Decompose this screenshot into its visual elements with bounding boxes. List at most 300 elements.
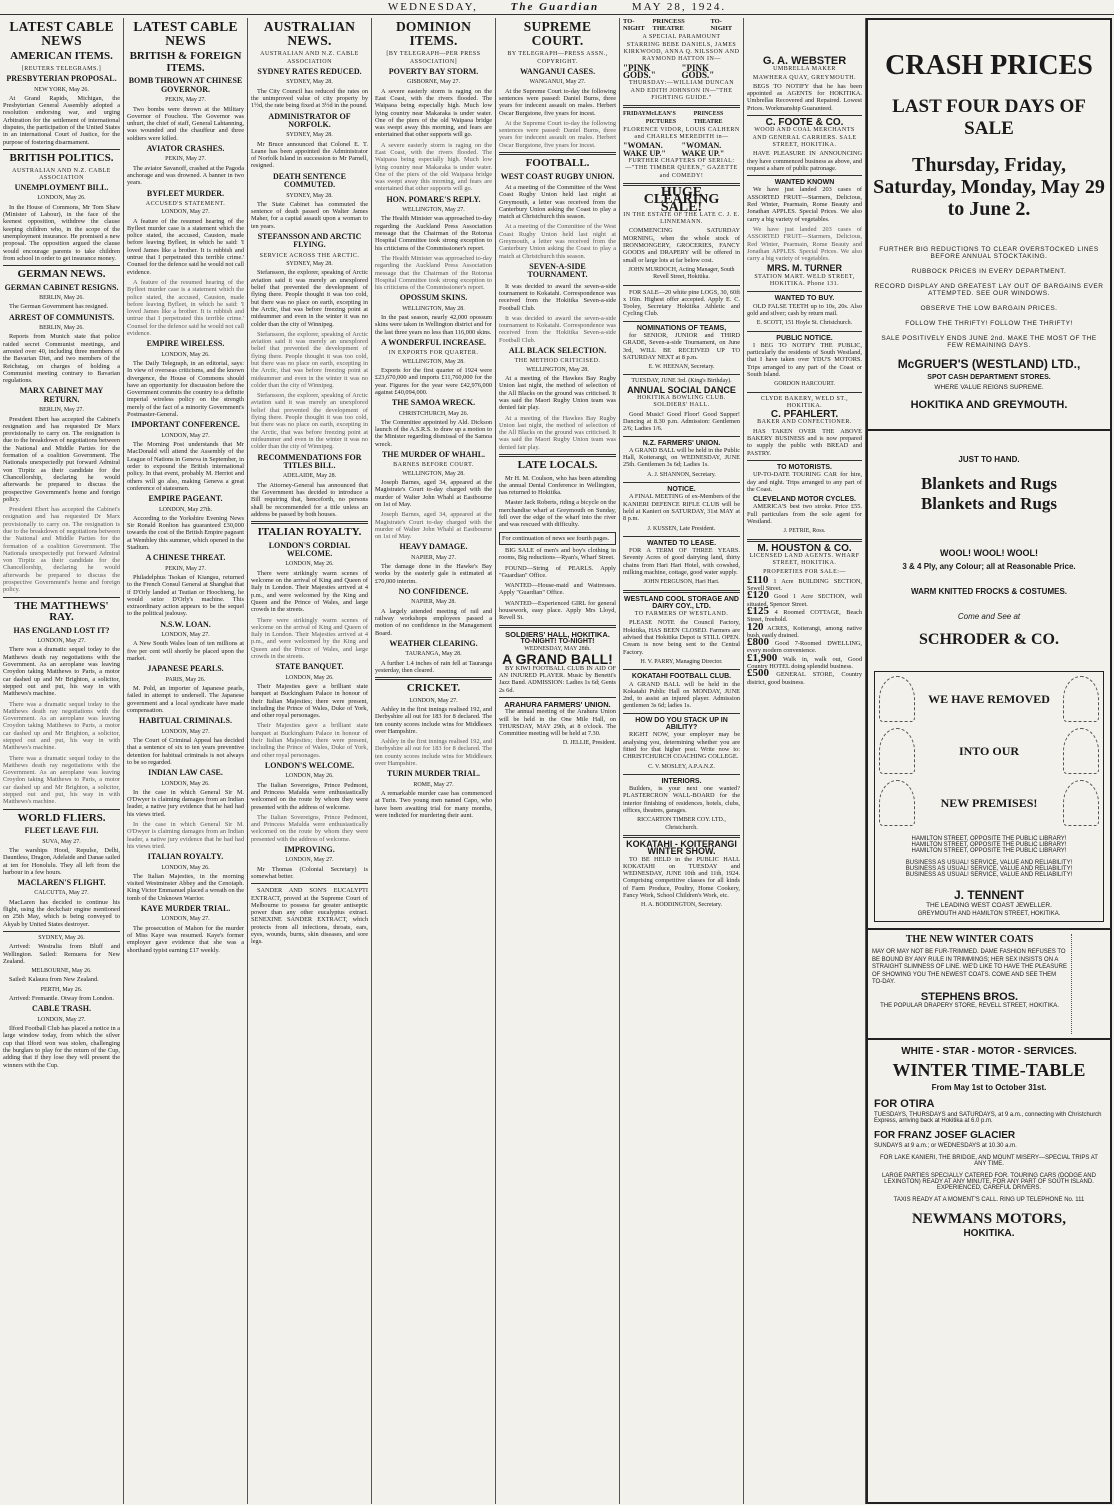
dateline: SYDNEY, May 28.: [286, 79, 333, 86]
film-title: "PINK GODS.": [623, 62, 656, 81]
ad-line: TO FARMERS OF WESTLAND.: [634, 611, 729, 618]
divider: [747, 460, 862, 461]
classified: FOR SALE—20 white pine LOGS, 30, 60ft x 16in. Highest offer accepted. Apply E. C. Tooley, Secretary Hokitika Athletic and Cycling Club.: [623, 288, 740, 318]
advert-body: TUESDAYS, THURSDAYS and SATURDAYS, at 9 a.m., connecting with Christchurch Express, arriving back at Hokitika at 6.0 p.m.: [874, 1112, 1102, 1124]
divider: [747, 291, 862, 292]
dateline: LONDON, May 27.: [37, 638, 86, 645]
story-title: HABITUAL CRIMINALS.: [139, 716, 232, 726]
divider: [3, 931, 120, 932]
film-title: "WOMAN. WAKE UP.": [623, 141, 666, 158]
section-head: AMERICAN ITEMS.: [10, 50, 113, 63]
film-titles: [623, 62, 740, 81]
divider: [623, 285, 740, 286]
masthead-date: MAY 28, 1924.: [631, 1, 727, 13]
ad-line: BUSINESS AS USUAL! SERVICE, VALUE AND RELIABILITY!: [905, 872, 1073, 878]
advert-headline: WE HAVE REMOVED: [928, 691, 1050, 706]
stephens-ad: [868, 928, 1110, 1038]
advert-body: SUNDAYS at 9 a.m.; or WEDNESDAYS at 10.30 a.m.: [874, 1143, 1017, 1149]
ad-line: BAKER AND CONFECTIONER.: [757, 419, 852, 426]
advert-body: We have just landed 203 cases of ASSORTED FRUIT—Starmers, Delicious, Red Winter, Pearmain, Rome Beauty and Jonathan APPLES. Special Prices. We also carry a big variety of vegetables.: [747, 186, 862, 223]
film-title: "PINK GODS.": [681, 62, 715, 81]
story-body: Philadelphus Tsokan of Kiangsu, returned to the French Consul General at Shanghai that if D'Orly landed at Tsutian or Hoochieng, he would seize D'Orly's machine. This extraordinary action appears to be the sequel to the political jealousy.: [127, 574, 244, 618]
dateline: SUVA, May 27.: [42, 838, 81, 845]
kiosk-row: [879, 676, 1099, 722]
story-body: There was a dramatic sequel today to the Matthews death ray negotiations with the Government. As an aeroplane was leaving Croydon taking Matthews to Paris, a motor car dashed up and Mr Brighton, a solicitor, stepped out and put, his way in with Matthews's machine.: [3, 700, 120, 752]
section-head: ITALIAN ROYALTY.: [257, 526, 362, 539]
story-body: The Committee appointed by Ald. Dickson launch of the A.S.R.S. to draw up a motion to the Minister regarding dismissal of the Samoa wreck.: [375, 418, 492, 448]
story-body: Stefansson, the explorer, speaking of Arctic aviation said it was merely an unexplored belief that prevented the development of flying there. People thought it was too cold, but there was no place on earth, excepting in the Arctic, that was before freezing point at midsummer and even in the winter it was no colder than the city of Winnipeg.: [251, 392, 368, 451]
ad-line: FURTHER CHAPTERS OF SERIAL:—"THE TIMBER QUEEN," GAZETTE and COMEDY!: [625, 158, 738, 179]
advert-headline: NEW PREMISES!: [940, 795, 1038, 810]
story-body: The Health Minister was approached to-day regarding the Auckland Press Association message that the Chairman of the Rotorua Hospital Committee took strong exception to his criticisms of the Commissioner's report.: [375, 254, 492, 292]
advert-body: OLD FALSE TEETH up to 10s, 20s. Also gold and silver; cash by return mail.: [747, 302, 862, 317]
divider: [623, 321, 740, 322]
advert-body: FOR A TERM OF THREE YEARS. Seventy Acres of good dairying land, thirty chains from Hari Hari Hotel, with cowshed, milking machine, cottage, good water supply.: [623, 547, 740, 576]
advert-headline: A GRAND BALL!: [502, 650, 613, 667]
signature: GORDON HARCOURT.: [774, 381, 835, 388]
signature: E. W. HEENAN, Secretary.: [648, 364, 715, 371]
dateline: LONDON, May 26.: [161, 864, 210, 871]
story-body: The German Government has resigned.: [9, 303, 109, 311]
story-body: According to the Yorkshire Evening News Sir Ronald Ronlton has guaranteed £30,000 towards the cost of the British Empire pageant at Wembley this summer, which opened in the Stadium.: [127, 514, 244, 552]
ad-line: FOR OTIRA: [874, 1098, 935, 1110]
signature: E. SCOTT, 151 Hoyle St. Christchurch.: [756, 320, 853, 327]
dateline: LONDON, May 26.: [285, 773, 334, 780]
dateline: LONDON, May 27.: [161, 632, 210, 639]
advert-headline: G. A. WEBSTER: [762, 55, 847, 67]
source-line: [REUTERS TELEGRAMS.]: [21, 65, 102, 72]
ad-line: WARM KNITTED FROCKS & COSTUMES.: [911, 587, 1067, 596]
story-body: In the past season, nearly 42,000 opossum skins were taken in Wellington district and for the last three years no less than 116,000 skins.: [375, 314, 492, 336]
kiosk-illustration: [1063, 728, 1099, 774]
advert-body: UP-TO-DATE TOURING CAR for hire, day and night. Trips arranged to any part of the Coast.: [747, 471, 862, 493]
story-body: A New South Wales loan of ten millions at five per cent will shortly be placed upon the market.: [127, 640, 244, 663]
divider: [747, 392, 862, 393]
advert-title: NOTICE.: [667, 486, 696, 494]
story-body: Mr H. M. Coulson, who has been attending the annual Dental Conference in Wellington, has returned to Hokitika.: [499, 474, 616, 497]
story-title: NO CONFIDENCE.: [398, 587, 469, 596]
advert-title: TO MOTORISTS.: [777, 463, 832, 471]
dateline: NAPIER, May 27.: [411, 554, 456, 561]
headline: LATEST CABLE NEWS: [9, 19, 114, 49]
classified: FOUND—String of PEARLS. Apply "Guardian" Office.: [499, 564, 616, 579]
ad-line: HOKITIKA AND GREYMOUTH.: [910, 399, 1068, 411]
story-title: HAS ENGLAND LOST IT?: [13, 625, 110, 635]
story-subtitle: IN EXPORTS FOR QUARTER.: [388, 350, 479, 357]
ad-line: STARRING BEBE DANIELS, JAMES KIRKWOOD, ANNA Q. NILSSON AND RAYMOND HATTON IN—: [623, 41, 740, 63]
property-desc: 4 Roomed COTTAGE, Beach Street, freehold.: [747, 609, 862, 624]
ad-line: SALE POSITIVELY ENDS JUNE 2nd. MAKE THE MOST OF THE FEW REMAINING DAYS.: [881, 335, 1097, 349]
newmans-ad: [868, 1038, 1110, 1239]
story-title: HON. POMARE'S REPLY.: [386, 194, 481, 204]
divider: [499, 697, 616, 698]
story-body: Ilford Football Club has placed a notice in a large window today, from which the silver cup that Ilford won was stolen, challenging the burglars to play for the return of the Cup, adding that if they lose they will present the winners with the Cup.: [3, 1025, 120, 1069]
lady-illustration: [1071, 934, 1106, 1034]
dateline: LONDON, May 27.: [409, 697, 458, 704]
ad-line: THE LEADING WEST COAST JEWELLER.: [926, 902, 1052, 909]
advert-body: BEGS TO NOTIFY that he has been appointed as AGENTS for HOKITIKA. Umbrellas Recovered and Repaired. Lowest Prices. Workmanship Guaranteed.: [747, 82, 862, 112]
dateline: PERTH, May 26.: [40, 986, 83, 993]
kiosk-illustration: [1063, 780, 1099, 826]
headline: AUSTRALIAN NEWS.: [263, 19, 356, 49]
story-title: AVIATOR CRASHES.: [146, 144, 225, 153]
story-subtitle: ACCUSED'S STATEMENT.: [145, 200, 226, 207]
story-body: The Italian Majesties, in the morning visited Westminster Abbey and the Cenotaph. King Victor Emmanuel placed a wreath on the tomb of the Unknown Warrior.: [127, 872, 244, 902]
coats-text: [872, 934, 1067, 1034]
ad-line: UMBRELLA MAKER: [773, 66, 836, 73]
kiosk-row: [879, 780, 1099, 826]
dateline: LONDON, May 27.: [37, 1016, 86, 1023]
divider: [251, 521, 368, 524]
ad-line: GREYMOUTH AND HAMILTON STREET, HOKITIKA.: [917, 911, 1061, 917]
section-head: CRICKET.: [406, 682, 461, 695]
advert-headline: INTO OUR: [958, 743, 1020, 758]
ad-line: HAMILTON STREET, OPPOSITE THE PUBLIC LIBRARY!: [911, 848, 1067, 854]
advert-title: ARAHURA FARMERS' UNION.: [504, 699, 611, 709]
property-desc: ACRES, Koiterangi, among native bush, easily drained.: [747, 624, 862, 639]
ad-line: OBSERVE THE LOW BARGAIN PRICES.: [920, 305, 1058, 312]
section-head: FOOTBALL.: [525, 157, 590, 169]
story-body: There was a dramatic sequel today to the Matthews death ray negotiations with the Government. As an aeroplane was leaving Croydon taking Matthews to Paris, a motor car dashed up and Mr Brighton, a solicitor, stepped out and put, his way in with Matthews's machine.: [3, 646, 120, 698]
dateline: LONDON, May 26.: [161, 780, 210, 787]
ad-line: IN THE ESTATE OF THE LATE C. J. E. LINNEMANN.: [623, 211, 740, 226]
masthead: [0, 0, 1114, 15]
story-body: There was a dramatic sequel today to the Matthews death ray negotiations with the Government. As an aeroplane was leaving Croydon taking Matthews to Paris, a motor car dashed up and Mr Brighton, a solicitor, stepped out and put, his way in with Matthews's machine.: [3, 754, 120, 806]
ad-line: HOKITIKA.: [963, 1228, 1015, 1239]
story-title: KAYE MURDER TRIAL.: [140, 904, 231, 914]
masthead-day: WEDNESDAY,: [387, 1, 478, 13]
classified: WANTED—House-maid and Waitresses. Apply "Guardian" Office.: [499, 582, 616, 597]
dateline: CHRISTCHURCH, May 26.: [398, 410, 469, 417]
story-title: UNEMPLOYMENT BILL.: [14, 183, 109, 193]
advert-headline: M. HOUSTON & CO.: [757, 542, 852, 554]
story-body: The City Council has reduced the rates on the unimproved value of city property by 1½d, the rate being fixed at 3½d in the pound.: [251, 87, 368, 110]
advert-headline: WHITE - STAR - MOTOR - SERVICES.: [901, 1046, 1077, 1057]
story-body: The State Cabinet has commuted the sentence of death passed on Walter James Maher, for a capital assault upon a woman to ten years.: [251, 200, 368, 230]
advert-body: The annual meeting of the Arahura Union will be held in the One Mile Hall, on THURSDAY, MAY 29th, at 8 o'clock. The Committee meeting will be held at 7.30.: [499, 708, 616, 738]
story-body: The warships Hood, Repulse, Delhi, Dauntless, Dragon, Adelaide and Danae sailed at ten for Honolulu. They all left from the harbour in a few hours.: [3, 846, 120, 876]
story-body: Arrived: Westralia from Bluff and Wellington. Sailed: Remuera for New Zealand.: [3, 943, 120, 965]
story-title: A CHINESE THREAT.: [145, 553, 226, 563]
property-item: [747, 605, 862, 624]
dateline: MELBOURNE, May 26.: [31, 968, 92, 975]
ad-line: FLORENCE VIDOR, LOUIS CALHERN and CHARLES MEREDITH in—: [623, 126, 740, 141]
story-body: The Daily Telegraph, in an editorial, says: In view of overseas criticisms, and the known divergence, the House of Commons should have an opportunity for discussion before the Government commits the country to a definite imperial wireless policy on the strength merely of the fact of a minority Government's Postmaster-General.: [127, 360, 244, 419]
story-title: MARX CABINET MAY RETURN.: [19, 386, 104, 404]
advert-body: for SENIOR, JUNIOR and THIRD GRADE, Seven-a-side Tournament, on June 3rd, WILL BE RECEIVED UP TO SATURDAY NEXT at 8 p.m.: [623, 331, 740, 361]
story-body: Ashley in the first innings realised 192, and Derbyshire all out for 183 for 8 declared. The ten county scores include wins for Middlesex over Hampshire.: [375, 738, 492, 768]
advert-column: [866, 18, 1112, 1504]
section-head: THE MATTHEWS' RAY.: [14, 599, 109, 624]
story-body: Their Majesties gave a brilliant state banquet at Buckingham Palace in honour of their Italian Majesties; there were present, including the Prince of Wales, Duke of York, and other royal personages.: [251, 722, 368, 759]
story-title: ALL BLACK SELECTION.: [508, 346, 607, 356]
story-body: Stefansson, the explorer, speaking of Arctic aviation said it was merely an unexplored belief that prevented the development of flying there. People thought it was too cold, but there was no place on earth, excepting in the Arctic, that was before freezing point at midsummer and even in the winter it was no colder than the city of Winnipeg.: [251, 269, 368, 328]
story-body: The Attorney-General has announced that the Government has decided to introduce a Bill requiring that, henceforth, no persons shall be recommended for a title unless an address be passed by both houses.: [251, 481, 368, 518]
film-titles: [623, 142, 740, 157]
story-body: It was decided to award the seven-a-side tournament to Kokatahi. Correspondence was received from the Hokitika Seven-a-side Football Club.: [499, 314, 616, 344]
divider: [3, 597, 120, 598]
story-title: TURIN MURDER TRIAL.: [387, 769, 480, 779]
advert-body: COMMENCING SATURDAY MORNING, when the whole stock of IRONMONGERY, GROCERIES, FANCY GOODS and DRAPERY will be offered in small or large lots at far below cost.: [623, 227, 740, 264]
schroder-ad: [868, 429, 1110, 665]
story-body: Two bombs were thrown at the Military Governor of Fouchou. The Governor was unhurt, the chief of staff, General Lahtanning, was wounded and the chauffeur and three soldiers were killed.: [127, 105, 244, 142]
story-body: The aviator Savanoff, crashed at the Pagoda anchorage and was drowned. A banner in two years.: [127, 164, 244, 187]
story-subtitle: BARNES BEFORE COURT.: [393, 462, 474, 469]
advert-body: MAY OR MAY NOT BE FUR-TRIMMED. DAME FASHION REFUSES TO BE BOUND BY ANY RULE IN TRIMMINGS; HER SEX INSISTS ON A STRAIGHT SLIMNESS OF LINE. WE'D LIKE TO HAVE THE PLEASURE OF SHOWING YOU THE NEWEST COATS. COME AND SEE THEM TO-DAY.: [872, 949, 1067, 985]
dateline: PARIS, May 26.: [165, 676, 206, 683]
story-body: It was decided to award the seven-a-side tournament to Kokatahi. Correspondence was received from the Hokitika Seven-a-side Football Club.: [499, 282, 616, 312]
story-body: Ashley in the first innings realised 192, and Derbyshire all out for 183 for 8 declared. The ten county scores include wins for Middlesex over Hampshire.: [375, 706, 492, 735]
story-body: There were strikingly warm scenes of welcome on the arrival of King and Queen of Italy in London. Their Majesties arrived at 4 p.m., and were welcomed by the King and Queen and the Prince of Wales, and large crowds in the streets.: [251, 616, 368, 660]
section-head: BRITISH POLITICS.: [9, 151, 114, 164]
dateline: LONDON, May 26.: [285, 561, 334, 568]
divider: [499, 152, 616, 155]
signature: JOHN FERGUSON, Hari Hari.: [643, 579, 720, 586]
dateline: LONDON, May 27.: [161, 432, 210, 439]
ad-line: THURSDAY:—WILLIAM DUNCAN AND EDITH JOHNSON IN—"THE FIGHTING GUIDE.": [628, 80, 735, 101]
source-line: [BY TELEGRAPH—PER PRESS ASSOCIATION]: [386, 51, 481, 65]
story-body: At a meeting of the Committee of the West Coast Rugby Union held last night at Greymouth, a letter was received from the Canterbury Union asking the Coast to play a match at Christchurch this season.: [499, 183, 616, 221]
divider: [3, 149, 120, 150]
ad-line: FOLLOW THE THRIFTY! FOLLOW THE THRIFTY!: [905, 320, 1073, 327]
advert-body: We have just landed 203 cases of ASSORTED FRUIT—Starmers, Delicious, Red Winter, Pearmain, Rome Beauty and Jonathan APPLES. Special Prices. We also carry a big variety of vegetables.: [747, 225, 862, 263]
story-title: BYFLEET MURDER.: [146, 188, 225, 198]
divider: [747, 331, 862, 332]
divider: [623, 436, 740, 437]
dateline: TUESDAY, JUNE 3rd. (King's Birthday).: [631, 378, 732, 385]
story-body: A severe easterly storm is raging on the East Coast, with the rivers flooded. The Waipaoa being especially high. Much low lying country near Makaraka is under water. One of the piers of the old Waipaoa bridge was swept away this morning, and fears are entertained that other supports will go.: [375, 87, 492, 139]
property-price: £110: [747, 573, 769, 586]
story-title: ADMINISTRATOR OF NORFOLK.: [268, 111, 351, 129]
ad-line: A SPECIAL PARAMOUNT: [642, 33, 721, 40]
kiosk-illustration: [879, 780, 915, 826]
advert-body: LARGE PARTIES SPECIALLY CATERED FOR. TOURING CARS (DODGE AND LEXINGTON) READY AT ANY MINUTE, FOR ANY PART OF SOUTH ISLAND. EXPERIENCED, CAREFUL DRIVERS.: [882, 1173, 1096, 1191]
ad-line: From May 1st to October 31st.: [931, 1083, 1047, 1092]
dateline: NEW YORK, May 26.: [34, 86, 89, 93]
story-body: The Italian Sovereigns, Prince Pedmont, and Princess Mafalda were enthusiastically welcomed on the route by whom they were presented with the address of welcome.: [251, 813, 368, 843]
property-price: £120: [747, 589, 769, 602]
ad-line: CLYDE BAKERY, WELD ST., HOKITIKA.: [760, 395, 849, 409]
signature: JOHN MURDOCH, Acting Manager, South Revell Street, Hokitika.: [628, 266, 735, 281]
section-head: LATE LOCALS.: [517, 459, 598, 472]
headline: DOMINION ITEMS.: [395, 19, 472, 49]
banner-mid: McLEAN'S PICTURES: [645, 111, 677, 125]
story-body: The Italian Sovereigns, Prince Pedmont, and Princess Mafalda were enthusiastically welcomed on the route by whom they were presented with the address of welcome.: [251, 781, 368, 811]
divider: [499, 454, 616, 457]
kiosk-row: [879, 728, 1099, 774]
ad-line: STATION MART. WELD STREET, HOKITIKA. Phone 131.: [754, 273, 855, 288]
story-body: Arrived: Fremantle. Otway from London.: [9, 995, 114, 1003]
ad-line: BUSINESS AS USUAL! SERVICE, VALUE AND RELIABILITY!: [905, 866, 1073, 872]
dateline: BERLIN, May 27.: [39, 407, 84, 414]
headline: SUPREME COURT.: [523, 19, 592, 49]
note-text: For continuation of news see fourth pages.: [502, 534, 610, 542]
dateline: WELLINGTON, May 27.: [402, 207, 465, 214]
advert-body: HAVE PLEASURE IN ANNOUNCING they have commenced business as above, and request a share of public patronage.: [747, 150, 862, 172]
dateline: GISBORNE, May 27.: [406, 79, 460, 86]
property-price: £500: [747, 667, 769, 680]
divider: [3, 809, 120, 810]
column-3: [248, 18, 372, 1504]
ad-line: BUSINESS AS USUAL! SERVICE, VALUE AND RELIABILITY!: [905, 860, 1073, 866]
divider: [747, 539, 862, 542]
dateline: WELLINGTON, May 28.: [402, 470, 465, 477]
column-6: [620, 18, 744, 1504]
story-title: THE MURDER OF WHAHL.: [381, 450, 486, 460]
property-price: £1,900: [747, 651, 778, 664]
mcgruer-ad: [868, 357, 1110, 411]
classified: WANTED—Experienced GIRL for general housework, easy place. Apply Mrs Lloyd, Revell St.: [499, 599, 616, 622]
theatre-banner: [623, 18, 740, 33]
ad-line: LICENSED LAND AGENTS. WHARF STREET, HOKITIKA.: [749, 552, 860, 567]
ad-line: JUST TO HAND.: [958, 455, 1020, 464]
ad-line: HAMILTON STREET, OPPOSITE THE PUBLIC LIBRARY!: [911, 836, 1067, 842]
kiosk-illustration: [879, 676, 915, 722]
ad-line: SPOT CASH DEPARTMENT STORES.: [927, 374, 1051, 381]
advert-body: Builders, is your next one wanted? PLASTERCRON WALL-BOARD for the interior finishing of residences, hotels, clubs, offices, theatres, garages.: [623, 785, 740, 815]
dateline: BERLIN, May 26.: [39, 325, 84, 332]
dateline: PEKIN, May 27.: [165, 156, 206, 163]
advert-title: CLEVELAND MOTOR CYCLES.: [753, 496, 856, 504]
advert-body: TAXIS READY AT A MOMENT'S CALL. RING UP TELEPHONE No. 111: [893, 1197, 1085, 1203]
advert-body: A GRAND BALL will be held in the Public Hall, Koiterangi, on WEDNESDAY, JUNE 25th. Gentlemen 3s 6d; Ladies 1s.: [623, 446, 740, 469]
dateline: PEKIN, May 27.: [165, 97, 206, 104]
advert-headline: J. TENNENT: [953, 888, 1024, 902]
dateline: LONDON, May 27.: [161, 916, 210, 923]
advert-headline: McGRUER'S (WESTLAND) LTD.,: [897, 357, 1081, 371]
story-title: GERMAN CABINET RESIGNS.: [4, 282, 119, 292]
property-price: 120: [747, 620, 764, 633]
story-body: Mr Thomas (Colonial Secretary) is somewhat better.: [251, 865, 368, 880]
story-body: President Ebert has accepted the Cabinet's resignation and has requested Dr Marx provisionally to carry on. The resignation is due to the breakdown of negotiations between the National and Middle Parties for the formation of a coalition Government. The Nationals unexpectedly put forward Admiral von Tirpitz as their candidate for the Chancellorship, declaring he would afterwards be prepared to discuss the prospective Government's home and foreign policy.: [3, 506, 120, 594]
section-head: BRITISH & FOREIGN ITEMS.: [129, 50, 242, 74]
story-body: At the Supreme Court to-day the following sentences were passed: Daniel Burns, three years for indecent assault on males. Herbert Oscar Burgstone, five years for incest.: [499, 119, 616, 149]
signature: C. V. MOSLEY, A.P.A.N.Z.: [648, 763, 715, 770]
story-body: A largely attended meeting of rail and railway workshops employees passed a motion of no confidence in the Management Board.: [375, 607, 492, 637]
story-body: The Morning Post understands that Mr MacDonald will attend the Assembly of the League of Nations in Geneva in September, in order to expound the British international policy. In that event, probably M. Herriot and others will go also, making Geneva a great conference of statesmen.: [127, 441, 244, 492]
dateline: NAPIER, May 28.: [411, 599, 456, 606]
story-title: LONDON'S CORDIAL WELCOME.: [268, 540, 351, 559]
column-5: [496, 18, 620, 1504]
advert-body: SANDER AND SON'S EUCALYPTI EXTRACT, proved at the Supreme Court of Melbourne to possess far greater antiseptic power than any other eucalyptus extract. SENEXINE SANDER EXTRACT, which protects from all infections, throats, ears, eyes, wounds, burns, skin diseases, and sore legs.: [251, 887, 368, 946]
divider: [747, 175, 862, 176]
story-body: The Health Minister was approached to-day regarding the Auckland Press Association message that the Chairman of the Rotorua Hospital Committee took strong exception to his criticisms of the Commissioner's report.: [375, 215, 492, 252]
property-item: [747, 667, 863, 686]
note-box: [499, 532, 616, 545]
column-1: [0, 18, 124, 1504]
dateline: LONDON, May 26.: [161, 351, 210, 358]
divider: [623, 105, 740, 108]
divider: [623, 713, 740, 714]
tennent-ad: [874, 671, 1104, 922]
story-title: RECOMMENDATIONS FOR TITLES BILL.: [257, 452, 362, 470]
story-body: A further 1.4 inches of rain fell at Tauranga yesterday, then cleared.: [375, 659, 492, 674]
advert-title: WANTED KNOWN: [774, 179, 835, 187]
advert-title: KOKATAHI FOOTBALL CLUB.: [631, 673, 732, 681]
column-2: [124, 18, 248, 1504]
advert-title: INTERIORS.: [661, 777, 702, 785]
advert-title: HOW DO YOU STACK UP IN ABILITY?: [635, 716, 728, 732]
film-title: "WOMAN. WAKE UP.": [681, 141, 725, 158]
banner-right: TO-NIGHT: [710, 18, 733, 33]
kiosk-illustration: [1063, 676, 1099, 722]
dateline: WELLINGTON, May 28.: [402, 358, 465, 365]
advert-title: PUBLIC NOTICE.: [776, 334, 833, 342]
dateline: CALCUTTA, May 27.: [34, 890, 89, 897]
signature: A. J. SHANNON, Secretary.: [647, 471, 716, 478]
signature: H. V. PARRY, Managing Director.: [640, 658, 723, 665]
property-desc: GENERAL STORE, Country district, good business.: [747, 671, 863, 686]
advert-body: PLEASE NOTE the Council Factory, Hokitika, HAS BEEN CLOSED. Farmers are advised that Hokitika Depot is STILL OPEN. Cream is now being sent to the Central Factory.: [623, 619, 740, 656]
story-title: BOMB THROWN AT CHINESE GOVERNOR.: [128, 76, 243, 94]
story-title: SEVEN-A-SIDE TOURNAMENT.: [527, 261, 588, 280]
crash-sale-ad: [868, 20, 1110, 222]
advert-headline: SCHRODER & CO.: [918, 631, 1059, 648]
advert-body: A FINAL MEETING of ex-Members of the KANIERI DEFENCE RIFLE CLUB will be held at Kanieri on SATURDAY, 31st MAY at 8 p.m.: [623, 493, 740, 523]
story-title: INDIAN LAW CASE.: [148, 768, 223, 778]
source-line: AUSTRALIAN AND N.Z. CABLE ASSOCIATION: [260, 51, 359, 65]
story-body: Sailed: Kalaura from New Zealand.: [9, 976, 99, 984]
dateline: BERLIN, May 26.: [39, 295, 84, 302]
advert-headline: C. PFAHLERT.: [770, 409, 839, 421]
divider: [251, 883, 368, 884]
divider: [747, 115, 862, 116]
advert-headline: KOKATAHI - KOITERANGI WINTER SHOW.: [626, 838, 737, 857]
story-body: At a meeting of the Hawkes Bay Rugby Union last night, the method of selection of the All Blacks on the ground was criticised. It was said the Maori Rugby Union team was denied fair play.: [499, 414, 616, 451]
story-title: DEATH SENTENCE COMMUTED.: [273, 171, 346, 190]
signature: H. A. BODDINGTON, Secretary.: [641, 902, 722, 909]
advert-body: FOR LAKE KANIERI, THE BRIDGE, AND MOUNT MISERY—SPECIAL TRIPS AT ANY TIME.: [880, 1155, 1098, 1167]
advert-title: NOMINATIONS OF TEAMS,: [636, 324, 727, 332]
dateline: LONDON, May 27.: [285, 857, 334, 864]
advert-headline: HUGE CLEARING SALE!: [643, 184, 720, 215]
crash-headline: CRASH PRICES: [885, 50, 1093, 81]
ad-line: WOOD AND COAL MERCHANTS AND GENERAL CARRIERS. SALE STREET, HOKITIKA.: [752, 127, 857, 148]
story-body: Mr Bruce announced that Colonel E. T. Leane has been appointed the Administrator of Norfolk Island in succession to Mr Parnell, resigned.: [251, 140, 368, 170]
dateline: WELLINGTON, May 28.: [526, 366, 589, 373]
story-title: WEST COAST RUGBY UNION.: [500, 171, 615, 181]
crash-sub: LAST FOUR DAYS OF SALE: [892, 96, 1086, 139]
story-title: ITALIAN ROYALTY.: [147, 852, 224, 862]
section-head: GERMAN NEWS.: [17, 268, 106, 281]
story-title: WANGANUI CASES.: [519, 66, 596, 76]
story-body: The Court of Criminal Appeal has decided that a sentence of six to ten years preventive detention for habitual criminals is not always to be so regarded.: [127, 736, 244, 766]
advert-body: A GRAND BALL will be held in the Kokatahi Public Hall on MONDAY, JUNE 2nd, to assist an injured player. Admission gentlemen 3s 6d; ladies 1s.: [623, 680, 740, 710]
dateline: SYDNEY, May 28.: [286, 192, 333, 199]
advert-title: N.Z. FARMERS' UNION.: [642, 439, 721, 447]
story-body: Joseph Barnes, aged 34, appeared at the Magistrate's Court to-day charged with the murder of Walter John Whahl at Eastbourne on 1st of May.: [375, 511, 492, 541]
story-body: At a meeting of the Committee of the West Coast Rugby Union held last night at Greymouth, a letter was received from the Canterbury Union asking the Coast to play a match at Christchurch this season.: [499, 223, 616, 260]
story-title: JAPANESE PEARLS.: [147, 664, 224, 674]
story-body: In the House of Commons, Mr Tom Shaw (Minister of Labour), in the face of the keenest opposition, withdrew the clause keeping children who, in the scope of the unemployment insurance. He promised a new proposal. The opposition argued the clause would encourage parents to take children from school in order to get insurance money.: [3, 203, 120, 262]
ad-line: MAWHERA QUAY, GREYMOUTH.: [752, 74, 857, 81]
advert-headline: C. FOOTE & CO.: [765, 117, 844, 129]
ad-line: RUBBOCK PRICES IN EVERY DEPARTMENT.: [911, 268, 1067, 275]
advert-tonight: TO-NIGHT! TO-NIGHT!: [520, 637, 595, 645]
story-body: President Ebert has accepted the Cabinet's resignation and has requested Dr Marx provisionally to carry on. The resignation is due to the breakdown of negotiations between the National and Middle Parties for the formation of a coalition Government. The Nationals unexpectedly put forward Admiral von Tirpitz as their candidate for the Chancellorship, declaring he would afterwards be prepared to discuss the prospective Government's home and foreign policy.: [3, 415, 120, 503]
divider: [623, 374, 740, 375]
kiosk-illustration: [879, 728, 915, 774]
ad-line: FURTHER BIG REDUCTIONS TO CLEAR OVERSTOCKED LINES BEFORE ANNUAL STOCKTAKING.: [879, 246, 1099, 260]
property-desc: 1 Acre BUILDING SECTION, Sewell Street.: [747, 577, 862, 593]
story-subtitle: THE METHOD CRITICISED.: [514, 358, 601, 365]
advert-title: WESTLAND COOL STORAGE AND DAIRY COY., LTD.: [624, 595, 739, 610]
divider: [623, 482, 740, 483]
divider: [623, 590, 740, 593]
dateline: WANGANUI, May 27.: [529, 79, 586, 86]
story-body: There were strikingly warm scenes of welcome on the arrival of King and Queen of Italy in London. Their Majesties arrived at 4 p.m., and were welcomed by the King and Queen and the Prince of Wales, and large crowds in the streets.: [251, 569, 368, 614]
advert-body: I BEG TO NOTIFY THE PUBLIC, particularly the residents of South Westland, that I have taken over YDU'S MOTORS. Trips arranged to any part of the Coast or South Island.: [747, 341, 862, 378]
